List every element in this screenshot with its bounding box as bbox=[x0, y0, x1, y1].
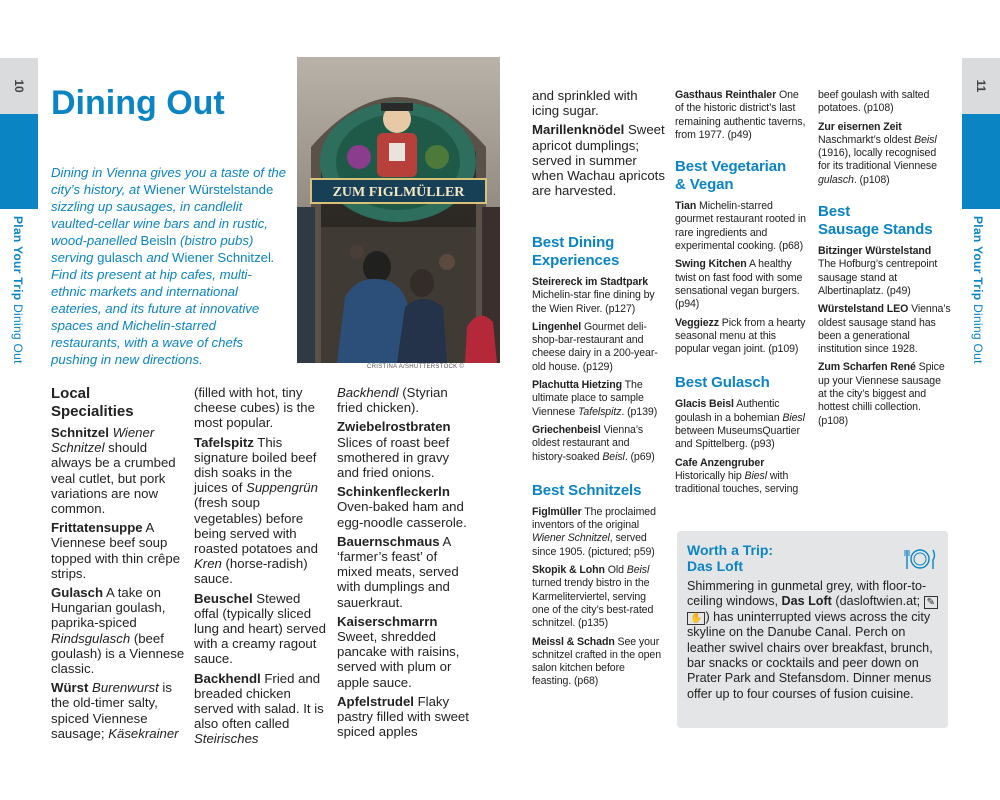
intro-paragraph: Dining in Vienna gives you a taste of the city’s history, at Wiener Würstelstande sizzling up sausages, in candlelit vaulted-cellar wine bars and in rustic, wood-panelled Beisln (bistro pubs) serving gulasch and Wiener Schnitzel. Find its present at hip cafes, multi-ethnic markets and international eateries, and its future at innovative spaces and Michelin-starred restaurants, with a wave of chefs pushing in new directions. bbox=[51, 165, 287, 367]
specialities-column-3: Backhendl (Styrian fried chicken). Zwiebelrostbraten Slices of roast beef smothered in gravy and fried onions. Schinkenfleckerln Oven-baked ham and egg-noodle casserole. Bauernschmaus A ‘farmer’s feast’ of mixed meats, served with dumplings and sauerkraut. Kaiserschmarrn Sweet, shredded pancake with raisins, served with plum or apple sauce. Apfelstrudel Flaky pastry filled with sweet spiced apples bbox=[337, 385, 469, 740]
specialities-continued: and sprinkled with icing sugar. Marillenknödel Sweet apricot dumplings; served in summer when Wachau apricots are harvested. bbox=[532, 88, 665, 199]
specialities-column-1: Local Specialities Schnitzel Wiener Schnitzel should always be a crumbed veal cutlet, but pork variations are now common. Frittatensuppe A Viennese beef soup topped with thin crêpe strips. Gulasch A take on Hungarian goulash, paprika-spiced Rindsgulasch (beef goulash) is a Viennese classic. Würst Burenwurst is the old-timer salty, spiced Viennese sausage; Käsekrainer bbox=[51, 385, 185, 741]
page-number-tab-left bbox=[0, 58, 38, 114]
section-label-left-sub: Dining Out bbox=[11, 304, 25, 364]
photo-credit: CRISTINA A/SHUTTERSTOCK © bbox=[367, 364, 465, 370]
callout-body: Shimmering in gunmetal grey, with floor-to-ceiling windows, Das Loft (dasloftwien.at; ✎✋ ) has uninterrupted views across the city skyline on the Danube Canal. Perch on leather swivel chairs over breakfast, brunch, bar snacks or cocktails and peer down on Prater Park and Stefansdom. Dinner menus offer up to four courses of fusion cuisine. bbox=[687, 579, 939, 702]
sign-text: ZUM FIGLMÜLLER bbox=[332, 185, 465, 200]
callout-title-line2: Das Loft bbox=[687, 558, 743, 574]
restaurant-photo bbox=[297, 57, 500, 363]
photo-illustration bbox=[297, 57, 500, 363]
best-lists-column-1: Best Dining Experiences Steirereck im Stadtpark Michelin-star fine dining by the Wien River. (p127) Lingenhel Gourmet deli-shop-bar-restaurant and cheese dairy in a 200-year-old house. (p129) Plachutta Hietzing The ultimate place to sample Viennese Tafelspitz. (p139) Griechenbeisl Vienna’s oldest restaurant and history-soaked Beisl. (p69) Best Schnitzels Figlmüller The proclaimed inventors of the original Wiener Schnitzel, served since 1905. (pictured; p59) Skopik & Lohn Old Beisl turned trendy bistro in the Karmeliterviertel, serving one of the city’s best-rated schnitzel. (p135) Meissl & Schadn See your schnitzel crafted in the open salon kitchen before feasting. (p68) bbox=[532, 234, 662, 688]
section-color-tab-left bbox=[0, 114, 38, 209]
section-color-tab-right bbox=[962, 114, 1000, 209]
worth-a-trip-callout bbox=[677, 531, 948, 728]
section-label-left bbox=[11, 216, 25, 364]
page-number-left: 10 bbox=[12, 79, 26, 93]
page-title: Dining Out bbox=[51, 84, 225, 122]
section-label-right-main: Plan Your Trip bbox=[971, 216, 985, 301]
section-label-left-main: Plan Your Trip bbox=[11, 216, 25, 301]
best-lists-column-2: Gasthaus Reinthaler One of the historic district’s last remaining authentic taverns, from 1977. (p49) Best Vegetarian & Vegan Tian Michelin-starred gourmet restaurant rooted in rare ingredients and experimental cooking. (p68) Swing Kitchen A healthy twist on fast food with some sensational vegan burgers. (p94) Veggiezz Pick from a hearty seasonal menu at this popular vegan joint. (p109) Best Gulasch Glacis Beisl Authentic goulash in a bohemian Biesl between MuseumsQuartier and Spittelberg. (p93) Cafe Anzengruber Historically hip Biesl with traditional touches, serving bbox=[675, 89, 806, 496]
section-label-right bbox=[971, 216, 985, 364]
section-label-right-sub: Dining Out bbox=[971, 304, 985, 364]
page-number-tab-right bbox=[962, 58, 1000, 114]
cutlery-plate-icon bbox=[903, 547, 937, 571]
specialities-column-2: (filled with hot, tiny cheese cubes) is the most popular. Tafelspitz This signature boiled beef dish soaks in the juices of Suppengrün (fresh soup vegetables) before being served with roasted potatoes and Kren (horse-radish) sauce. Beuschel Stewed offal (typically sliced lung and heart) served with a creamy ragout sauce. Backhendl Fried and breaded chicken served with salad. It is also often called Steirisches bbox=[194, 385, 326, 747]
best-lists-column-3: beef goulash with salted potatoes. (p108) Zur eisernen Zeit Naschmarkt’s oldest Beisl (1916), locally recognised for its traditional Viennese gulasch. (p108) Best Sausage Stands Bitzinger Würstelstand The Hofburg’s centrepoint sausage stand at Albertinaplatz. (p49) Würstelstand LEO Vienna’s oldest sausage stand has been a generational institution since 1928. Zum Scharfen René Spice up your Viennese sausage at the city’s biggest and hottest chilli collection. (p108) bbox=[818, 89, 951, 427]
page-number-right: 11 bbox=[974, 79, 988, 93]
callout-title-line1: Worth a Trip: bbox=[687, 542, 774, 558]
